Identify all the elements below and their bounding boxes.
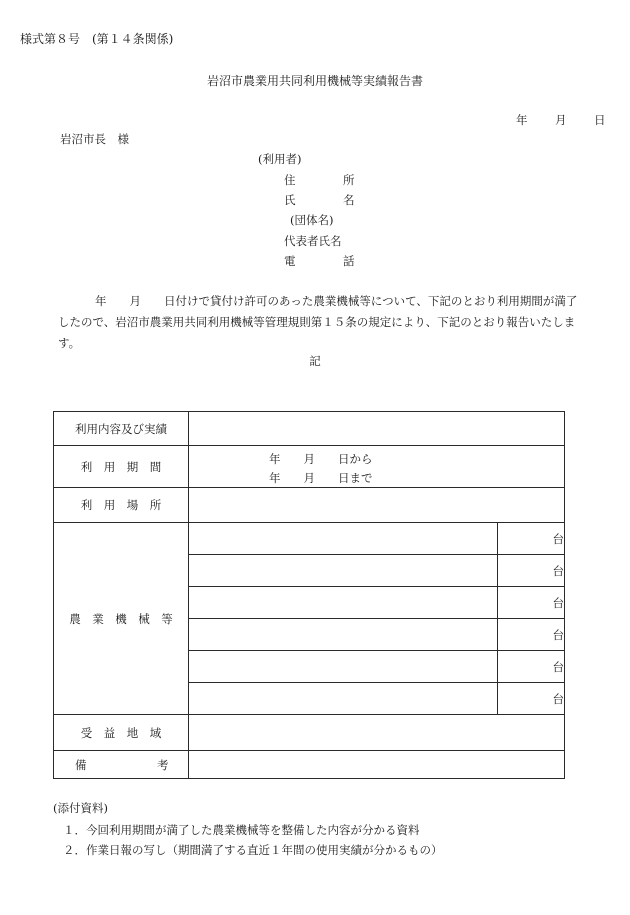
unit-label: 台 xyxy=(498,587,565,619)
unit-label: 台 xyxy=(498,683,565,715)
attachment-item: １．今回利用期間が満了した農業機械等を整備した内容が分かる資料 xyxy=(63,823,420,837)
benefit-area-row xyxy=(54,715,565,751)
period-field[interactable] xyxy=(189,446,565,488)
usage-row xyxy=(54,412,565,446)
unit-label: 台 xyxy=(498,555,565,587)
remarks-label-2: 考 xyxy=(157,758,169,772)
benefit-area-label: 受 益 地 域 xyxy=(54,715,189,751)
remarks-label-1: 備 xyxy=(75,758,87,772)
paragraph-line-3: す。 xyxy=(58,336,81,350)
date-month-label: 月 xyxy=(555,113,567,127)
benefit-area-field[interactable] xyxy=(189,715,565,751)
machinery-row xyxy=(54,523,565,555)
attachment-item: ２．作業日報の写し（期間満了する直近１年間の使用実績が分かるもの） xyxy=(63,843,443,857)
machinery-name-field[interactable] xyxy=(189,651,498,683)
usage-field[interactable] xyxy=(189,412,565,446)
remarks-row xyxy=(54,751,565,779)
period-row xyxy=(54,446,565,488)
attachments-heading: (添付資料) xyxy=(53,801,108,815)
place-field[interactable] xyxy=(189,488,565,523)
ki-heading: 記 xyxy=(309,354,321,368)
machinery-name-field[interactable] xyxy=(189,523,498,555)
period-from: 年 月 日から xyxy=(269,451,373,466)
addressee: 岩沼市長 様 xyxy=(60,132,129,146)
usage-label: 利用内容及び実績 xyxy=(54,412,189,446)
address-label-1: 住 xyxy=(284,173,296,187)
machinery-name-field[interactable] xyxy=(189,587,498,619)
applicant-heading: (利用者) xyxy=(258,152,302,166)
machinery-name-field[interactable] xyxy=(189,619,498,651)
form-number: 様式第８号 (第１４条関係) xyxy=(20,32,174,46)
unit-label: 台 xyxy=(498,523,565,555)
name-label-1: 氏 xyxy=(284,193,296,207)
period-label: 利 用 期 間 xyxy=(54,446,189,488)
representative-label: 代表者氏名 xyxy=(284,234,342,248)
group-heading: (団体名) xyxy=(290,213,334,227)
phone-label-1: 電 xyxy=(284,254,296,268)
paragraph-line-1: 年 月 日付けで貸付け許可のあった農業機械等について、下記のとおり利用期間が満了 xyxy=(95,294,578,308)
period-to: 年 月 日まで xyxy=(269,470,373,485)
name-label-2: 名 xyxy=(343,193,355,207)
date-day-label: 日 xyxy=(594,113,606,127)
unit-label: 台 xyxy=(498,651,565,683)
date-year-label: 年 xyxy=(516,113,528,127)
unit-label: 台 xyxy=(498,619,565,651)
address-label-2: 所 xyxy=(343,173,355,187)
machinery-name-field[interactable] xyxy=(189,683,498,715)
document-title: 岩沼市農業用共同利用機械等実績報告書 xyxy=(206,74,423,88)
machinery-name-field[interactable] xyxy=(189,555,498,587)
paragraph-line-2: したので、岩沼市農業用共同利用機械等管理規則第１５条の規定により、下記のとおり報告いたしま xyxy=(58,315,576,329)
phone-label-2: 話 xyxy=(343,254,355,268)
remarks-label xyxy=(54,751,189,779)
report-paragraph xyxy=(58,291,613,354)
report-table xyxy=(53,411,565,779)
place-label: 利 用 場 所 xyxy=(54,488,189,523)
machinery-label: 農 業 機 械 等 xyxy=(54,523,189,715)
place-row xyxy=(54,488,565,523)
remarks-field[interactable] xyxy=(189,751,565,779)
